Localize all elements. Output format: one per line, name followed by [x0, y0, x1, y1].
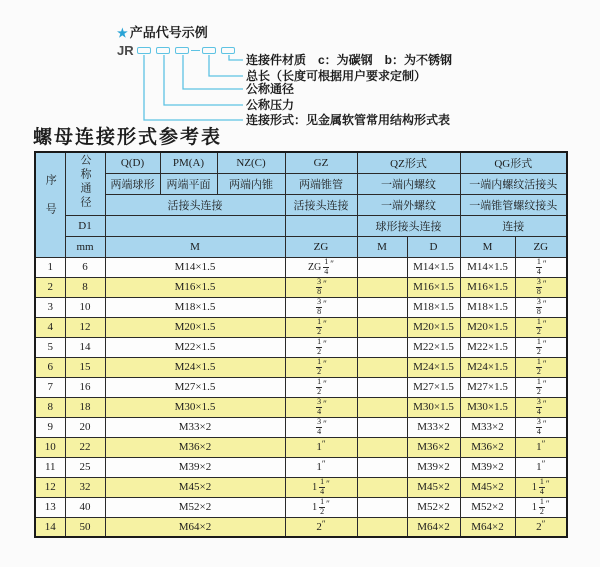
table-row: 14 50 M64×2 2″ M64×2 M64×2 2″ [35, 517, 567, 537]
table-row: 10 22 M36×2 1″ M36×2 M36×2 1″ [35, 437, 567, 457]
mm-label: mm [65, 236, 105, 257]
code-box [202, 47, 216, 54]
code-prefix: JR [117, 43, 134, 58]
col-header-q: Q(D) [105, 152, 160, 173]
table-row: 7 16 M27×1.5 $\frac{1}{2}$ ″ M27×1.5 M27×1.5 $\frac{1}{2}$ ″ [35, 377, 567, 397]
zg-label: ZG [285, 236, 357, 257]
table-row: 13 40 M52×2 1 $\frac{1}{2}$ ″ M52×2 M52×2 1 $\frac{1}{2}$ ″ [35, 497, 567, 517]
col-header-gz: GZ [285, 152, 357, 173]
table-row: 6 15 M24×1.5 $\frac{1}{2}$ ″ M24×1.5 M24×1.5 $\frac{1}{2}$ ″ [35, 357, 567, 377]
col-header-qz: QZ形式 [357, 152, 460, 173]
qg-desc-row4: 连接 [460, 215, 567, 236]
table-row: 8 18 M30×1.5 $\frac{3}{4}$ ″ M30×1.5 M30×1.5 $\frac{3}{4}$ ″ [35, 397, 567, 417]
star-icon: ★ [117, 26, 128, 40]
code-box [175, 47, 189, 54]
qg-m-label: M [460, 236, 515, 257]
diagram-label-pressure: 公称压力 [246, 98, 295, 112]
code-box [221, 47, 235, 54]
code-box [156, 47, 170, 54]
table-row: 1 6 M14×1.5 ZG $\frac{1}{4}$ ″ M14×1.5 M14×1.5 $\frac{1}{4}$ ″ [35, 257, 567, 277]
nz-desc: 两端内锥 [217, 173, 285, 194]
qg-desc-row3: 一端锥管螺纹接头 [460, 194, 567, 215]
col-header-nz: NZ(C) [217, 152, 285, 173]
code-dash [191, 50, 200, 51]
table-row: 2 8 M16×1.5 $\frac{3}{8}$ ″ M16×1.5 M16×1.5 $\frac{3}{8}$ ″ [35, 277, 567, 297]
empty-cell [105, 215, 285, 236]
diagram-label-connection: 连接形式：见金属软管常用结构形式表 [246, 113, 451, 127]
d1-label: D1 [65, 215, 105, 236]
qz-desc-row4: 球形接头连接 [357, 215, 460, 236]
page-title: 螺母连接形式参考表 [33, 126, 223, 148]
col-header-nominal-diameter: 公称通径 [65, 152, 105, 215]
qg-zg-label: ZG [515, 236, 567, 257]
table-body [35, 257, 567, 537]
col-header-seq: 序号 [35, 152, 65, 257]
nut-connection-reference-table [34, 151, 568, 538]
code-box [137, 47, 151, 54]
m-label: M [105, 236, 285, 257]
diagram-label-length: 总长（长度可根据用户要求定制） [246, 69, 427, 83]
code-boxes [137, 47, 235, 54]
empty-cell [285, 215, 357, 236]
diagram-label-material: 连接件材质 c：为碳钢 b：为不锈钢 [246, 53, 453, 67]
q-desc: 两端球形 [105, 173, 160, 194]
table-header [35, 152, 567, 257]
table-row: 9 20 M33×2 $\frac{3}{4}$ ″ M33×2 M33×2 $\frac{3}{4}$ ″ [35, 417, 567, 437]
qz-desc-row2: 一端内螺纹 [357, 173, 460, 194]
col-header-qg: QG形式 [460, 152, 567, 173]
qg-desc-row2: 一端内螺纹活接头 [460, 173, 567, 194]
qz-desc-row3: 一端外螺纹 [357, 194, 460, 215]
qz-d-label: D [407, 236, 460, 257]
table-row: 5 14 M22×1.5 $\frac{1}{2}$ ″ M22×1.5 M22×1.5 $\frac{1}{2}$ ″ [35, 337, 567, 357]
qz-m-label: M [357, 236, 407, 257]
diagram-title-text: 产品代号示例 [129, 25, 208, 40]
gz-desc: 两端锥管 [285, 173, 357, 194]
table-row: 3 10 M18×1.5 $\frac{3}{8}$ ″ M18×1.5 M18×1.5 $\frac{3}{8}$ ″ [35, 297, 567, 317]
table-row: 12 32 M45×2 1 $\frac{1}{4}$ ″ M45×2 M45×2 1 $\frac{1}{4}$ ″ [35, 477, 567, 497]
diagram-label-diameter: 公称通径 [246, 82, 295, 96]
table-row: 4 12 M20×1.5 $\frac{1}{2}$ ″ M20×1.5 M20×1.5 $\frac{1}{2}$ ″ [35, 317, 567, 337]
col-header-pm: PM(A) [160, 152, 217, 173]
pm-desc: 两端平面 [160, 173, 217, 194]
diagram-title [117, 22, 208, 41]
gz-connection: 活接头连接 [285, 194, 357, 215]
union-connection: 活接头连接 [105, 194, 285, 215]
table-row: 11 25 M39×2 1″ M39×2 M39×2 1″ [35, 457, 567, 477]
